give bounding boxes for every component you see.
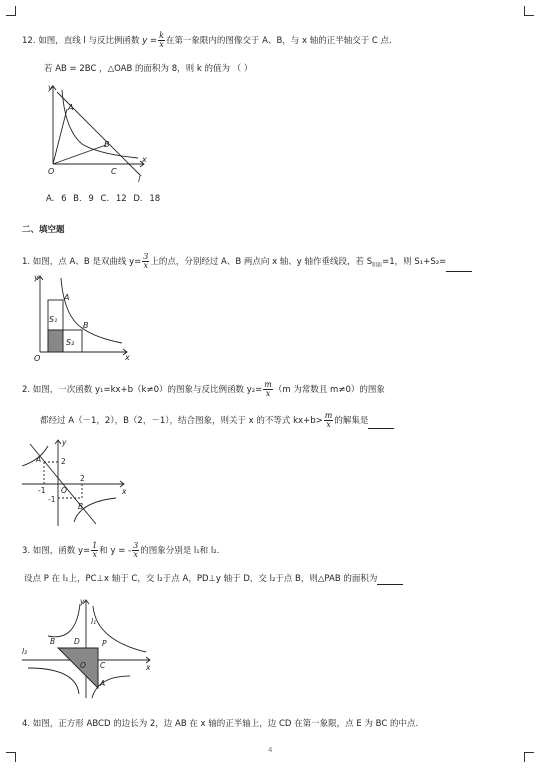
f3-frac1-num: 1: [92, 541, 98, 550]
f3-frac1-den: x: [92, 550, 97, 559]
q12-options: A. 6 B. 9 C. 12 D. 18: [46, 194, 161, 204]
f2-frac2-num: m: [324, 411, 333, 420]
f3-label-x: x: [146, 663, 151, 672]
f3-text-c: 的图象分别是 l₁和 l₂.: [140, 546, 220, 556]
f3-text-b: 和 y = -: [99, 546, 132, 556]
f2-label-neg1-y: -1: [48, 495, 56, 504]
f2-frac-num: m: [264, 380, 272, 389]
f2-text-line2b: 的解集是: [334, 416, 369, 426]
f1-subscript: 阴影: [372, 262, 383, 269]
f2-figure: [18, 436, 133, 531]
f2-label-O: O: [61, 486, 67, 495]
corner-mark-bottom-right: [524, 752, 534, 762]
f3-label-A: A: [100, 679, 106, 688]
f2-frac2-den: x: [326, 420, 331, 429]
f2-label-two: 2: [61, 457, 66, 466]
f2-text-b: （m 为常数且 m≠0）的图象: [273, 385, 385, 395]
f3-curve-l1-lower: [28, 668, 79, 694]
corner-mark-top-right: [524, 6, 534, 16]
q12-figure: [38, 80, 158, 185]
f3-label-l2: l₂: [22, 647, 28, 656]
q12-fraction: [158, 32, 165, 49]
f2-frac-den: x: [265, 389, 271, 398]
f1-label-B: B: [83, 321, 89, 330]
section-title: 二、填空题: [22, 225, 65, 235]
f3-label-O: O: [80, 661, 86, 670]
f1-frac-num: 3: [143, 252, 149, 261]
q12-hyperbola-curve: [62, 90, 138, 158]
q12-label-A: A: [68, 103, 74, 112]
f3-label-l1: l₁: [91, 617, 97, 626]
f2-label-neg1: -1: [38, 486, 46, 495]
q12-label-B: B: [104, 140, 110, 149]
q12-frac-den: x: [159, 40, 164, 49]
f2-line2: [40, 412, 394, 429]
f1-text-b: 上的点，分别经过 A、B 两点向 x 轴、y 轴作垂线段，若 S: [150, 257, 373, 267]
f3-fraction-1: [91, 542, 98, 559]
f2-label-y: y: [62, 438, 67, 447]
f3-text-line2: 设点 P 在 l₁上，PC⊥x 轴于 C，交 l₂于点 A，PD⊥y 轴于 D，交 l₂于点 B，则△PAB 的面积为: [24, 574, 378, 584]
q12-text-b: 在第一象限内的图像交于 A、B，与 x 轴的正半轴交于 C 点.: [165, 36, 392, 46]
f2-line1: [22, 381, 385, 398]
f3-figure: [18, 596, 158, 702]
q12-label-l: l: [138, 175, 141, 184]
q12-line1: [22, 32, 392, 49]
corner-mark-top-left: [6, 6, 16, 16]
f3-fraction-2: [132, 542, 139, 559]
f2-label-B: B: [78, 502, 84, 511]
f3-answer-blank[interactable]: [377, 576, 403, 585]
f3-curve-l1-upper: [93, 606, 146, 652]
q12-frac-num: k: [159, 31, 164, 40]
f1-label-y: y: [34, 273, 39, 282]
page-number: 4: [268, 746, 273, 754]
q12-label-y: y: [48, 83, 53, 92]
f3-label-P: P: [102, 639, 107, 648]
f1-text-c: =1，则 S₁+S₂=: [382, 257, 447, 267]
q12-label-x: x: [142, 155, 147, 164]
f1-label-A: A: [64, 293, 70, 302]
f1-label-O: O: [34, 354, 41, 363]
q12-label-C: C: [111, 167, 117, 176]
f4-line1: 4. 如图，正方形 ABCD 的边长为 2，边 AB 在 x 轴的正半轴上，边 CD 在第一象限，点 E 为 BC 的中点.: [22, 719, 419, 729]
f3-line2: [24, 573, 403, 585]
f3-text-a: 3. 如图，函数 y=: [22, 546, 91, 556]
f3-frac2-den: x: [133, 550, 138, 559]
f3-frac2-num: 3: [133, 541, 139, 550]
q12-line2: 若 AB = 2BC ，△OAB 的面积为 8，则 k 的值为 （ ）: [44, 64, 253, 74]
q12-segment-OB: [53, 145, 106, 164]
f2-label-two-x: 2: [80, 474, 85, 483]
f1-label-S2: S₂: [66, 338, 75, 347]
f2-text-line2a: 都经过 A（－1，2），B（2，－1），结合图象，则关于 x 的不等式 kx+b>: [40, 416, 323, 426]
f2-label-A: A: [36, 455, 42, 464]
f3-label-D: D: [74, 637, 80, 646]
f1-line1: [22, 253, 472, 272]
f1-frac-den: x: [143, 261, 149, 270]
f2-answer-blank[interactable]: [368, 420, 394, 429]
f3-label-B: B: [50, 637, 56, 646]
f1-label-x: x: [125, 353, 130, 362]
f3-shaded-triangle-PAB: [58, 648, 98, 688]
f3-label-C: C: [100, 661, 106, 670]
f3-line1: [22, 542, 219, 559]
q12-text-a: 12. 如图，直线 l 与反比例函数: [22, 36, 143, 46]
f3-label-y: y: [80, 597, 85, 606]
q12-segment-OA: [53, 109, 67, 164]
f1-fraction: [142, 253, 149, 270]
q12-y-eq: y =: [142, 36, 158, 46]
f1-answer-blank[interactable]: [446, 263, 472, 272]
f1-shaded-region: [48, 330, 63, 352]
corner-mark-bottom-left: [6, 752, 16, 762]
f1-figure: [30, 272, 135, 367]
f3-curve-l2-upper: [48, 604, 80, 637]
f2-fraction-2: [324, 412, 334, 429]
f1-hyperbola-curve: [61, 278, 122, 343]
f2-fraction: [263, 381, 273, 398]
f2-label-x: x: [122, 487, 127, 496]
f1-label-S1: S₁: [49, 315, 58, 324]
f1-text-a: 1. 如图，点 A、B 是双曲线 y=: [22, 257, 142, 267]
q12-label-O: O: [48, 167, 55, 176]
f2-text-a: 2. 如图，一次函数 y₁=kx+b（k≠0）的图象与反比例函数 y₂=: [22, 385, 263, 395]
